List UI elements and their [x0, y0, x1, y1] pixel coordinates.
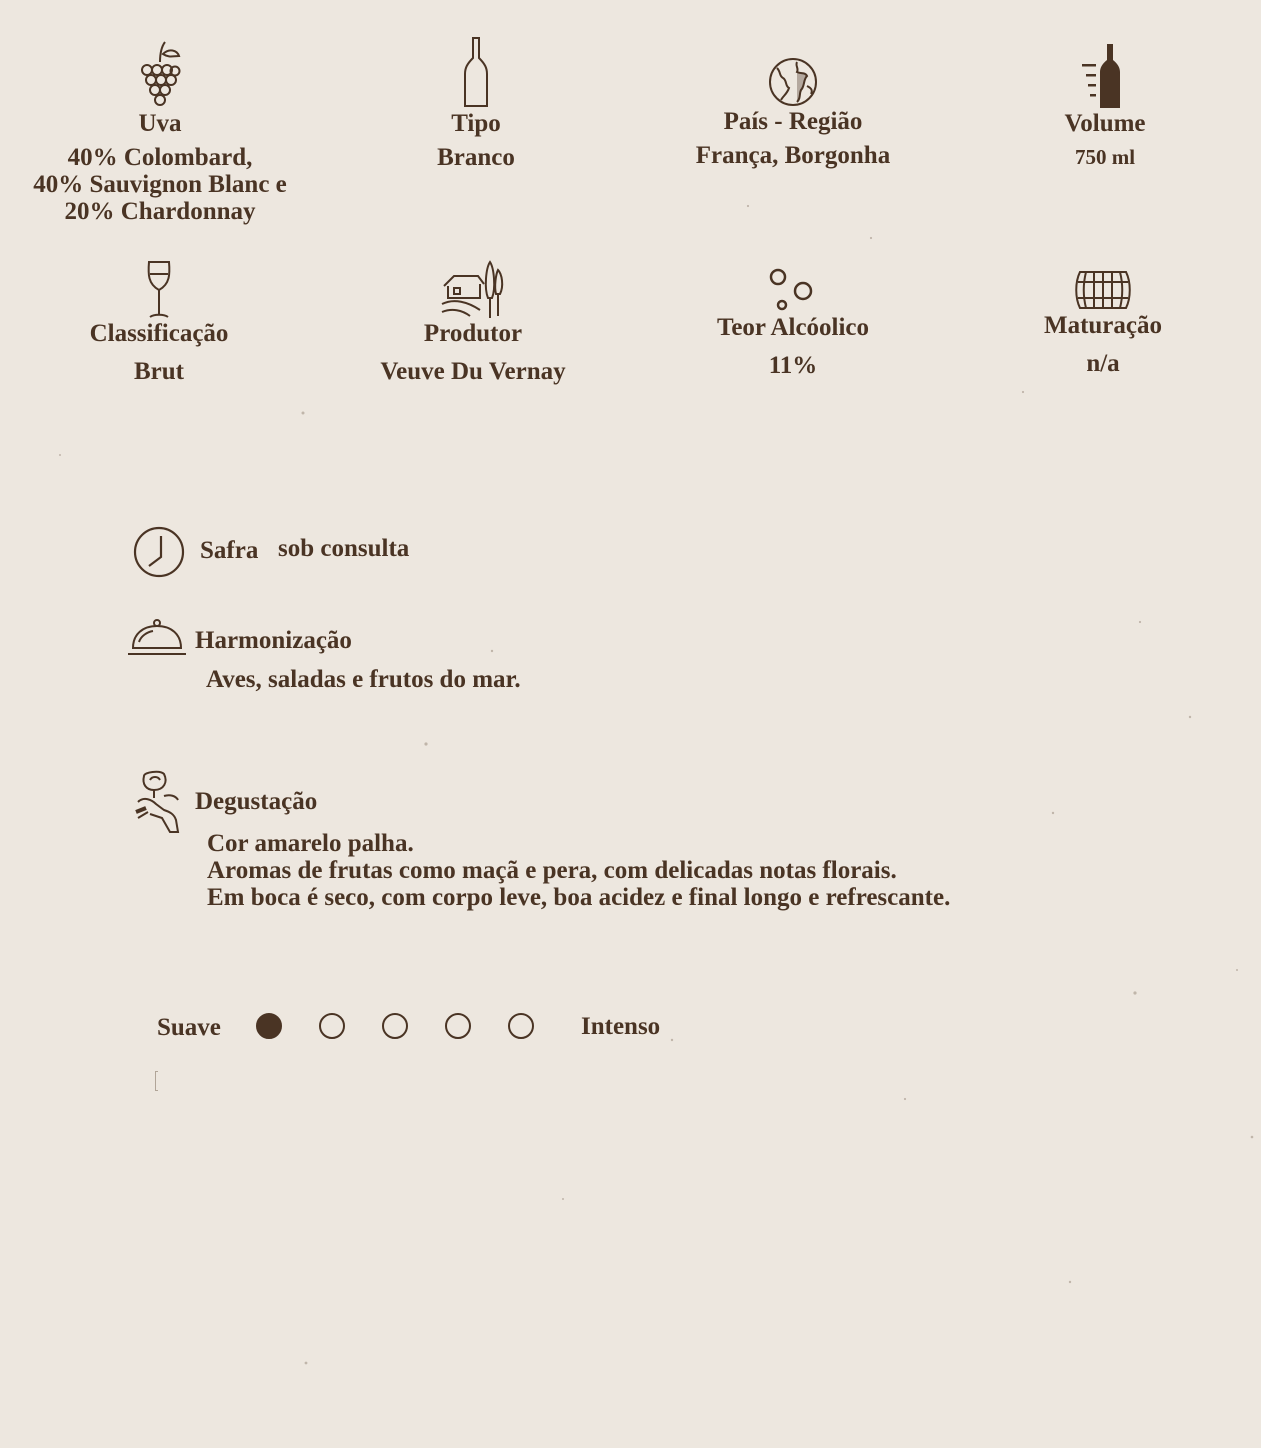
spec-country-region: [668, 56, 918, 169]
intensity-dot-empty: [319, 1013, 345, 1039]
spec-value: França, Borgonha: [695, 142, 891, 169]
barrel-icon: [1074, 268, 1132, 312]
harmonizacao-text: Aves, saladas e frutos do mar.: [206, 666, 521, 693]
spec-value: 11%: [768, 352, 818, 379]
spec-value-line: 20% Chardonnay: [64, 198, 256, 225]
intensity-dot-empty: [445, 1013, 471, 1039]
spec-value: Brut: [134, 358, 184, 385]
safra-label: Safra: [200, 537, 259, 564]
spec-label: Produtor: [423, 320, 523, 347]
harmonizacao-label: Harmonização: [195, 627, 352, 654]
spec-producer: [353, 258, 593, 385]
intensity-left-label: Suave: [157, 1014, 221, 1041]
spec-label: Classificação: [89, 320, 229, 347]
degustacao-line: Aromas de frutas como maçã e pera, com delicadas notas florais.: [207, 857, 897, 884]
spec-value: 750 ml: [1074, 145, 1136, 169]
spec-value: Veuve Du Vernay: [380, 358, 566, 385]
stray-mark: [155, 1071, 158, 1091]
spec-value-line: 40% Sauvignon Blanc e: [33, 171, 287, 198]
spec-label: Volume: [1064, 110, 1146, 137]
vineyard-house-icon: [440, 258, 506, 320]
degustacao-label: Degustação: [195, 788, 318, 815]
intensity-dot-filled: [256, 1013, 282, 1039]
spec-value: n/a: [1086, 350, 1120, 377]
spec-grape: [20, 40, 300, 225]
spec-volume: [1005, 42, 1205, 171]
intensity-dot-empty: [508, 1013, 534, 1039]
spec-label: Teor Alcóolico: [716, 314, 870, 341]
bottle-outline-icon: [461, 36, 491, 110]
clock-icon: [133, 526, 185, 578]
spec-classification: [59, 260, 259, 385]
safra-value: sob consulta: [278, 535, 410, 562]
intensity-dot-empty: [382, 1013, 408, 1039]
degustacao-line: Cor amarelo palha.: [207, 830, 414, 857]
bottle-volume-icon: [1080, 42, 1130, 110]
spec-type: [376, 36, 576, 171]
bubbles-icon: [768, 266, 818, 314]
spec-value: Branco: [437, 144, 515, 171]
globe-icon: [767, 56, 819, 108]
spec-maturation: [1003, 268, 1203, 377]
spec-label: Maturação: [1043, 312, 1163, 339]
spec-label: Tipo: [451, 110, 501, 137]
intensity-right-label: Intenso: [581, 1013, 661, 1040]
grape-icon: [135, 40, 185, 110]
degustacao-line: Em boca é seco, com corpo leve, boa acidez e final longo e refrescante.: [207, 884, 951, 911]
wine-glass-icon: [144, 260, 174, 320]
spec-label: País - Região: [723, 108, 863, 135]
spec-alcohol: [683, 266, 903, 379]
cloche-icon: [127, 618, 187, 656]
spec-value-line: 40% Colombard,: [67, 144, 253, 171]
tasting-hand-icon: [134, 768, 182, 836]
spec-label: Uva: [138, 110, 182, 137]
